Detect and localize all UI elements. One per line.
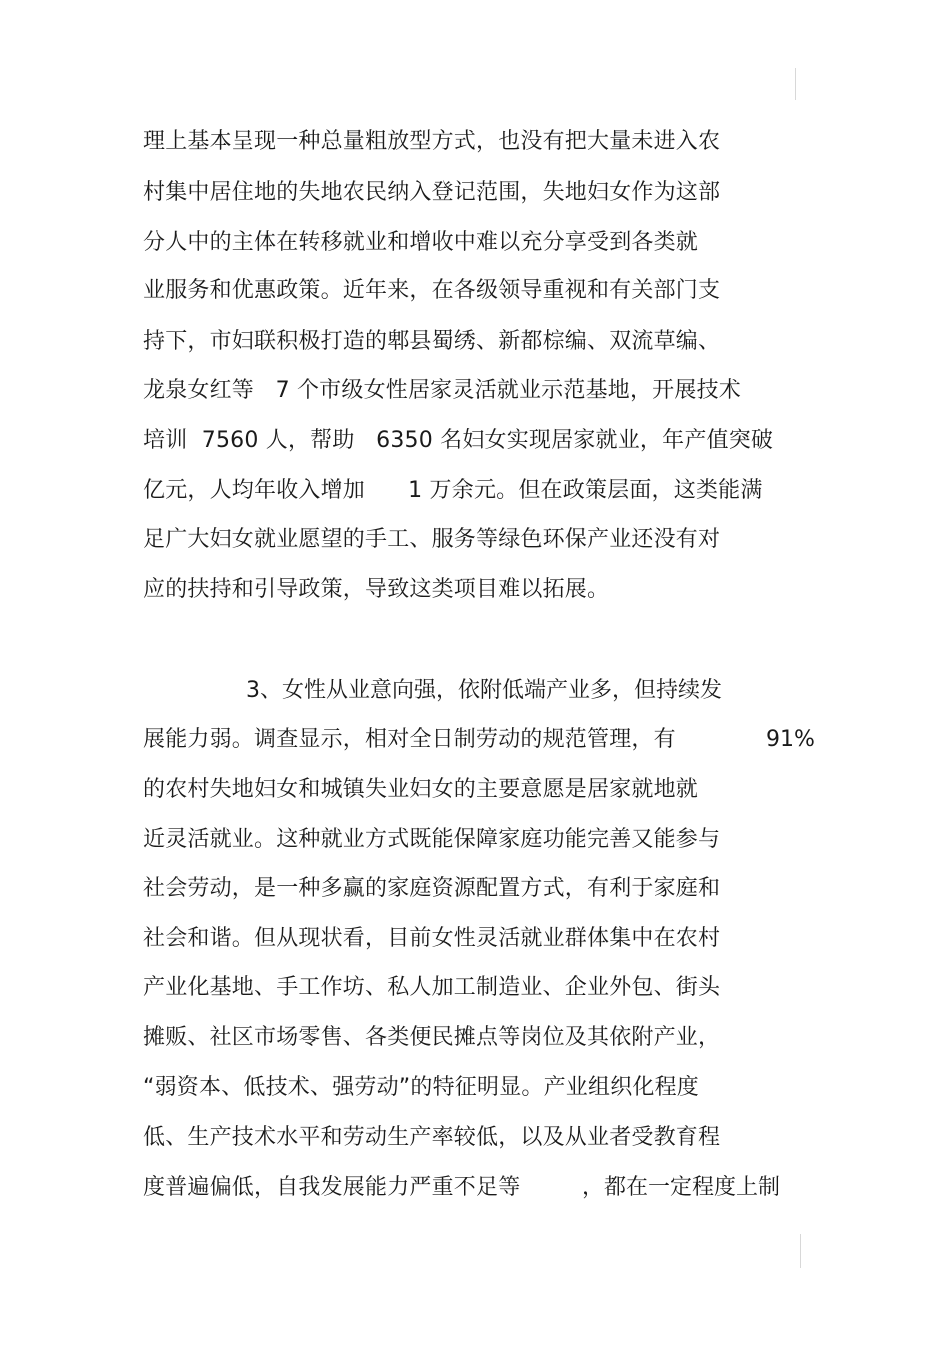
paragraph-1-line-10: 应的扶持和引导政策，导致这类项目难以拓展。 — [143, 577, 610, 602]
paragraph-1-line-8: 亿元，人均年收入增加 1 万余元。但在政策层面，这类能满 — [143, 478, 763, 503]
paragraph-1-line-4: 业服务和优惠政策。近年来，在各级领导重视和有关部门支 — [143, 278, 721, 303]
paragraph-2-line-2: 展能力弱。调查显示，相对全日制劳动的规范管理，有 — [143, 727, 676, 752]
paragraph-1-line-2: 村集中居住地的失地农民纳入登记范围，失地妇女作为这部 — [143, 180, 721, 205]
paragraph-2-line-4: 近灵活就业。这种就业方式既能保障家庭功能完善又能参与 — [143, 827, 721, 852]
paragraph-2-line-8: 摊贩、社区市场零售、各类便民摊点等岗位及其依附产业， — [143, 1025, 721, 1050]
paragraph-1-line-1: 理上基本呈现一种总量粗放型方式，也没有把大量未进入农 — [143, 129, 721, 154]
paragraph-2-line-7: 产业化基地、手工作坊、私人加工制造业、企业外包、街头 — [143, 975, 721, 1000]
paragraph-2-line-6: 社会和谐。但从现状看，目前女性灵活就业群体集中在农村 — [143, 926, 721, 951]
paragraph-1-line-9: 足广大妇女就业愿望的手工、服务等绿色环保产业还没有对 — [143, 527, 721, 552]
top-right-margin-mark — [795, 68, 796, 100]
bottom-right-margin-mark — [800, 1234, 801, 1268]
paragraph-2-line-10: 低、生产技术水平和劳动生产率较低，以及从业者受教育程 — [143, 1125, 721, 1150]
paragraph-2-last-line-left: 度普遍偏低，自我发展能力严重不足等 — [143, 1175, 521, 1200]
percentage-value: 91% — [766, 727, 815, 752]
paragraph-1-line-5: 持下，市妇联积极打造的郫县蜀绣、新都棕编、双流草编、 — [143, 329, 721, 354]
paragraph-1-line-3: 分人中的主体在转移就业和增收中难以充分享受到各类就 — [143, 230, 699, 255]
paragraph-2-line-5: 社会劳动，是一种多赢的家庭资源配置方式，有利于家庭和 — [143, 876, 721, 901]
paragraph-2-first-line: 3、女性从业意向强，依附低端产业多，但持续发 — [246, 678, 722, 703]
paragraph-2-line-9: “弱资本、低技术、强劳动”的特征明显。产业组织化程度 — [143, 1075, 699, 1100]
paragraph-2-last-line-right: ，都在一定程度上制 — [582, 1175, 781, 1200]
paragraph-1-line-7: 培训 7560 人，帮助 6350 名妇女实现居家就业，年产值突破 — [143, 428, 774, 453]
paragraph-2-line-3: 的农村失地妇女和城镇失业妇女的主要意愿是居家就地就 — [143, 777, 699, 802]
paragraph-1-line-6: 龙泉女红等 7 个市级女性居家灵活就业示范基地，开展技术 — [143, 378, 741, 403]
